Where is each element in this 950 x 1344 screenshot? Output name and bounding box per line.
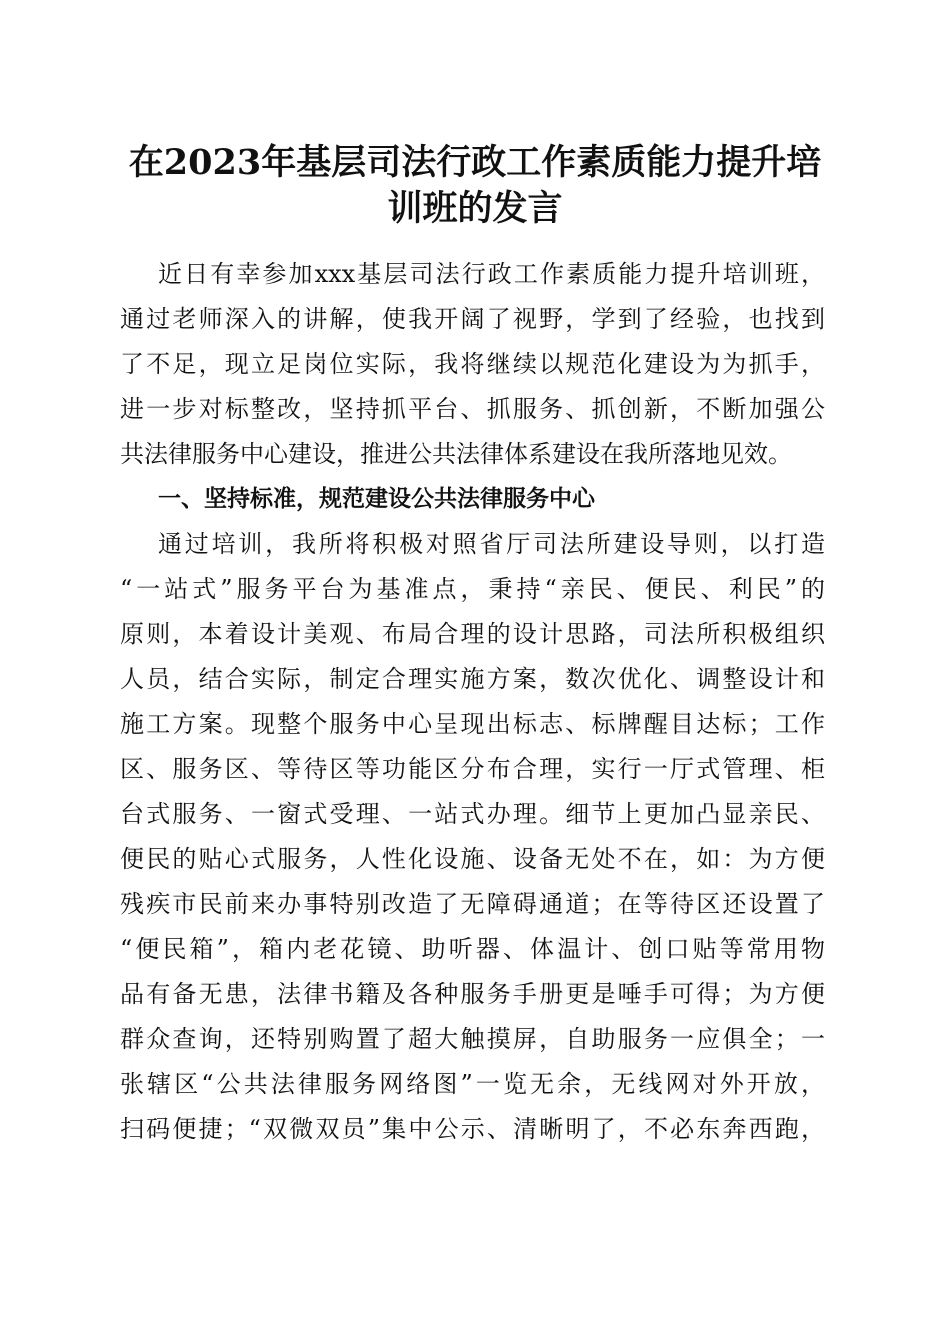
title-line: 训班的发言 [387, 188, 563, 229]
paragraph-line: 便民的贴心式服务，人性化设施、设备无处不在，如：为方便 [120, 845, 825, 873]
section-heading: 一、坚持标准，规范建设公共法律服务中心 [158, 486, 595, 512]
paragraph-line: 张辖区“公共法律服务网络图”一览无余，无线网对外开放， [120, 1070, 825, 1098]
paragraph-line: 近日有幸参加xxx基层司法行政工作素质能力提升培训班， [158, 260, 825, 288]
paragraph-line: 原则，本着设计美观、布局合理的设计思路，司法所积极组织 [120, 620, 825, 648]
paragraph-line: 人员，结合实际，制定合理实施方案，数次优化、调整设计和 [120, 665, 825, 693]
paragraph-line: 残疾市民前来办事特别改造了无障碍通道；在等待区还设置了 [120, 890, 825, 918]
document-body [120, 252, 825, 1152]
paragraph-line: 台式服务、一窗式受理、一站式办理。细节上更加凸显亲民、 [120, 800, 825, 828]
paragraph-line: 品有备无患，法律书籍及各种服务手册更是唾手可得；为方便 [120, 980, 825, 1008]
paragraph-line: “便民箱”，箱内老花镜、助听器、体温计、创口贴等常用物 [120, 935, 825, 963]
paragraph-line: 通过老师深入的讲解，使我开阔了视野，学到了经验，也找到 [120, 305, 825, 333]
title-line: 在2023年基层司法行政工作素质能力提升培 [128, 142, 822, 183]
paragraph-line: 施工方案。现整个服务中心呈现出标志、标牌醒目达标；工作 [120, 710, 825, 738]
paragraph-line: 进一步对标整改，坚持抓平台、抓服务、抓创新，不断加强公 [120, 395, 825, 423]
paragraph-line: 了不足，现立足岗位实际，我将继续以规范化建设为为抓手， [120, 350, 825, 378]
paragraph-line: 共法律服务中心建设，推进公共法律体系建设在我所落地见效。 [120, 440, 792, 468]
paragraph-line: 群众查询，还特别购置了超大触摸屏，自助服务一应俱全；一 [120, 1025, 825, 1053]
document-title [110, 140, 840, 232]
paragraph-line: 通过培训，我所将积极对照省厅司法所建设导则，以打造 [158, 530, 825, 558]
paragraph-line: 区、服务区、等待区等功能区分布合理，实行一厅式管理、柜 [120, 755, 825, 783]
paragraph-line: 扫码便捷；“双微双员”集中公示、清晰明了，不必东奔西跑， [120, 1115, 825, 1143]
paragraph-line: “一站式”服务平台为基准点，秉持“亲民、便民、利民”的 [120, 575, 825, 603]
